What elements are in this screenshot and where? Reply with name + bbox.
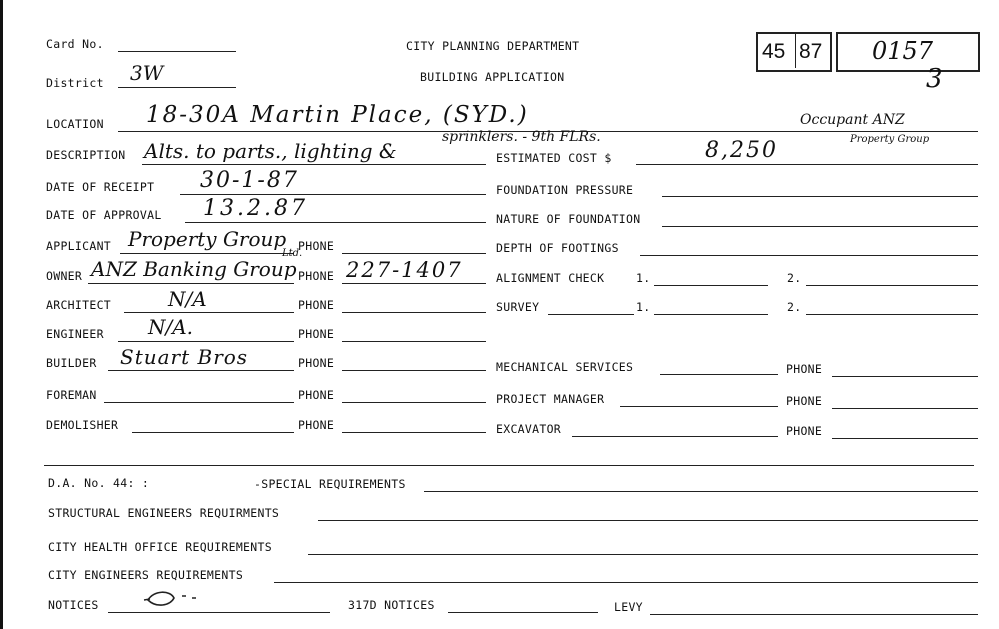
excavator-line — [572, 436, 778, 437]
mechanical-phone-line — [832, 376, 978, 377]
section-divider — [44, 465, 974, 466]
da-number-label: D.A. No. 44: : — [48, 476, 150, 490]
owner-line — [88, 283, 294, 284]
architect-phone-line — [342, 312, 486, 313]
health-requirements-label: CITY HEALTH OFFICE REQUIREMENTS — [48, 540, 272, 554]
architect-value: N/A — [168, 287, 207, 311]
description-label: DESCRIPTION — [46, 148, 126, 162]
district-value: 3W — [130, 61, 164, 85]
alignment-1-line — [654, 285, 768, 286]
district-line — [118, 87, 236, 88]
architect-phone-label: PHONE — [298, 298, 335, 312]
date-of-receipt-label: DATE OF RECEIPT — [46, 180, 155, 194]
special-requirements-label: -SPECIAL REQUIREMENTS — [254, 477, 406, 491]
engineer-value: N/A. — [148, 315, 194, 339]
description-extra: sprinklers. - 9th FLRs. — [442, 129, 601, 145]
owner-value: ANZ Banking Group — [91, 257, 297, 281]
description-line — [142, 164, 486, 165]
estimated-cost-label: ESTIMATED COST $ — [496, 151, 612, 165]
project-manager-phone-line — [832, 408, 978, 409]
card-no-label: Card No. — [46, 37, 104, 51]
notices-317d-line — [448, 612, 598, 613]
mechanical-phone-label: PHONE — [786, 362, 823, 376]
date-of-approval-label: DATE OF APPROVAL — [46, 208, 162, 222]
nature-of-foundation-label: NATURE OF FOUNDATION — [496, 212, 641, 226]
survey-item-1: 1. — [636, 300, 651, 314]
foreman-label: FOREMAN — [46, 388, 97, 402]
date-of-approval-line — [185, 222, 486, 223]
project-manager-label: PROJECT MANAGER — [496, 392, 605, 406]
demolisher-phone-label: PHONE — [298, 418, 335, 432]
alignment-item-1: 1. — [636, 271, 651, 285]
date-of-approval-value: 13.2.87 — [203, 196, 308, 221]
structural-requirements-line — [318, 520, 978, 521]
architect-label: ARCHITECT — [46, 298, 112, 312]
special-requirements-line — [424, 491, 978, 492]
engineer-phone-line — [342, 341, 486, 342]
applicant-line — [120, 253, 294, 254]
survey-item-2: 2. — [787, 300, 802, 314]
reference-sub-number: 3 — [926, 64, 943, 94]
excavator-label: EXCAVATOR — [496, 422, 562, 436]
date-of-receipt-line — [180, 194, 486, 195]
owner-phone-label: PHONE — [298, 269, 335, 283]
foundation-pressure-line — [662, 196, 978, 197]
owner-ltd: Ltd. — [282, 248, 303, 259]
depth-of-footings-label: DEPTH OF FOOTINGS — [496, 241, 619, 255]
description-value: Alts. to parts., lighting & — [144, 139, 397, 163]
foreman-line — [104, 402, 294, 403]
engineer-label: ENGINEER — [46, 327, 104, 341]
demolisher-label: DEMOLISHER — [46, 418, 119, 432]
applicant-value: Property Group — [128, 227, 287, 251]
notices-317d-label: 317D NOTICES — [348, 598, 435, 612]
city-engineers-requirements-line — [274, 582, 978, 583]
foreman-phone-line — [342, 402, 486, 403]
levy-label: LEVY — [614, 600, 643, 614]
location-label: LOCATION — [46, 117, 104, 131]
reference-part-1: 45 — [762, 40, 786, 63]
owner-phone-line — [342, 283, 486, 284]
mechanical-services-label: MECHANICAL SERVICES — [496, 360, 634, 374]
depth-of-footings-line — [640, 255, 978, 256]
foundation-pressure-label: FOUNDATION PRESSURE — [496, 183, 634, 197]
property-group-note: Property Group — [850, 134, 930, 145]
builder-phone-line — [342, 370, 486, 371]
card-no-line — [118, 51, 236, 52]
city-engineers-requirements-label: CITY ENGINEERS REQUIREMENTS — [48, 568, 244, 582]
alignment-check-label: ALIGNMENT CHECK — [496, 271, 605, 285]
owner-phone-value: 227-1407 — [346, 258, 463, 282]
survey-2-line — [806, 314, 978, 315]
demolisher-line — [132, 432, 294, 433]
nature-of-foundation-line — [662, 226, 978, 227]
foreman-phone-label: PHONE — [298, 388, 335, 402]
excavator-phone-line — [832, 438, 978, 439]
notices-line — [108, 612, 330, 613]
alignment-item-2: 2. — [787, 271, 802, 285]
card-left-edge — [0, 0, 3, 629]
reference-part-2: 87 — [799, 40, 823, 63]
date-of-receipt-value: 30-1-87 — [200, 168, 299, 193]
structural-requirements-label: STRUCTURAL ENGINEERS REQUIRMENTS — [48, 506, 280, 520]
health-requirements-line — [308, 554, 978, 555]
demolisher-phone-line — [342, 432, 486, 433]
levy-line — [650, 614, 978, 615]
occupant-note: Occupant ANZ — [800, 112, 905, 128]
builder-phone-label: PHONE — [298, 356, 335, 370]
survey-1-line — [654, 314, 768, 315]
project-manager-phone-label: PHONE — [786, 394, 823, 408]
estimated-cost-value: 8,250 — [705, 138, 778, 163]
applicant-phone-label: PHONE — [298, 239, 335, 253]
notices-scribble-mark — [140, 586, 220, 610]
department-title: CITY PLANNING DEPARTMENT — [406, 39, 580, 53]
alignment-2-line — [806, 285, 978, 286]
mechanical-services-line — [660, 374, 778, 375]
reference-box-divider — [795, 34, 796, 68]
builder-value: Stuart Bros — [120, 345, 249, 369]
reference-part-3: 0157 — [872, 37, 934, 65]
engineer-line — [118, 341, 294, 342]
owner-label: OWNER — [46, 269, 83, 283]
estimated-cost-line — [636, 164, 978, 165]
excavator-phone-label: PHONE — [786, 424, 823, 438]
builder-label: BUILDER — [46, 356, 97, 370]
notices-label: NOTICES — [48, 598, 99, 612]
survey-line — [548, 314, 634, 315]
form-title: BUILDING APPLICATION — [420, 70, 565, 84]
builder-line — [108, 370, 294, 371]
architect-line — [124, 312, 294, 313]
location-value: 18-30A Martin Place, (SYD.) — [146, 102, 529, 128]
applicant-phone-line — [342, 253, 486, 254]
project-manager-line — [620, 406, 778, 407]
engineer-phone-label: PHONE — [298, 327, 335, 341]
district-label: District — [46, 76, 104, 90]
applicant-label: APPLICANT — [46, 239, 112, 253]
survey-label: SURVEY — [496, 300, 540, 314]
